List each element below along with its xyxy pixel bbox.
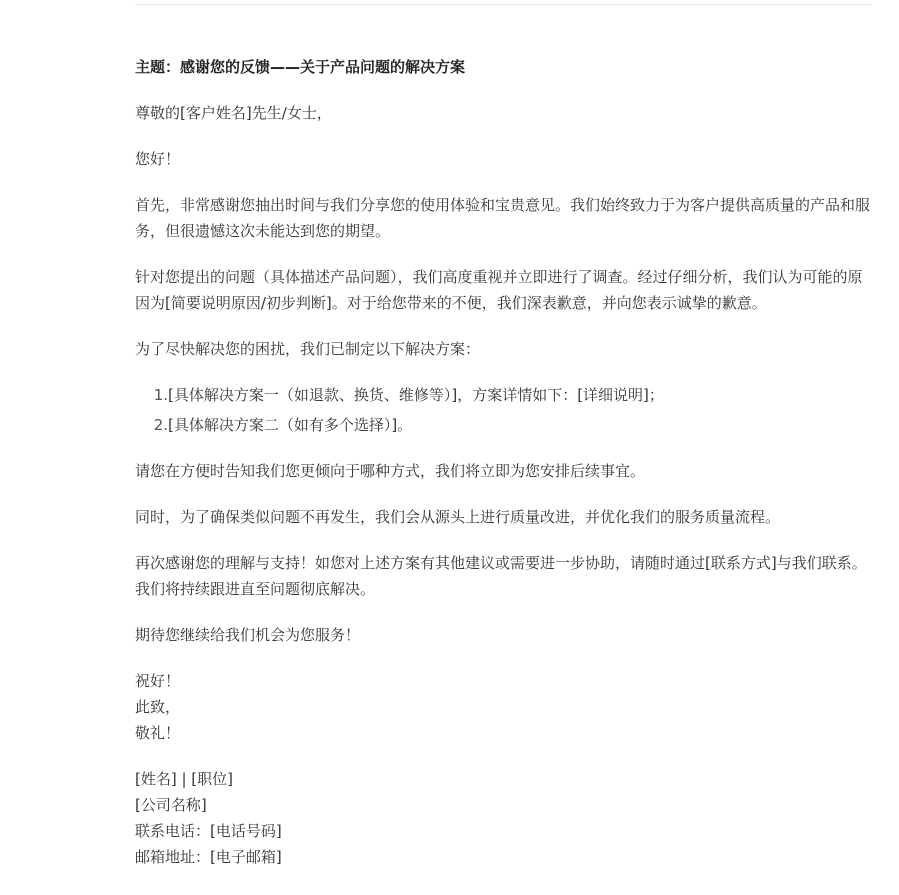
list-item xyxy=(135,412,875,438)
email-paragraph-6: 再次感谢您的理解与支持！如您对上述方案有其他建议或需要进一步协助，请随时通过[联系方式]与我们联系。我们将持续跟进直至问题彻底解决。 xyxy=(135,554,867,598)
email-paragraph-1: 首先，非常感谢您抽出时间与我们分享您的使用体验和宝贵意见。我们始终致力于为客户提供高质量的产品和服务，但很遗憾这次未能达到您的期望。 xyxy=(135,196,871,240)
list-item-number: 2. xyxy=(153,416,168,434)
email-closing xyxy=(135,668,875,746)
signature-name-title: [姓名] | [职位] xyxy=(135,770,233,788)
email-salutation: 尊敬的[客户姓名]先生/女士， xyxy=(135,104,332,122)
signature-company: [公司名称] xyxy=(135,796,207,814)
signature-phone: 联系电话：[电话号码] xyxy=(135,822,282,840)
list-item-number: 1. xyxy=(153,386,168,404)
signature-email: 邮箱地址：[电子邮箱] xyxy=(135,848,282,866)
closing-line: 此致， xyxy=(135,698,181,716)
closing-line: 敬礼！ xyxy=(135,724,181,742)
email-paragraph-5: 同时，为了确保类似问题不再发生，我们会从源头上进行质量改进，并优化我们的服务质量流程。 xyxy=(135,508,781,526)
email-greeting: 您好！ xyxy=(135,150,181,168)
list-item-text: [具体解决方案一（如退款、换货、维修等）]，方案详情如下：[详细说明]； xyxy=(168,386,664,404)
email-paragraph-4: 请您在方便时告知我们您更倾向于哪种方式，我们将立即为您安排后续事宜。 xyxy=(135,462,646,480)
email-signature xyxy=(135,766,875,870)
list-item-text: [具体解决方案二（如有多个选择）]。 xyxy=(168,416,413,434)
top-divider xyxy=(135,4,872,5)
email-paragraph-2: 针对您提出的问题（具体描述产品问题），我们高度重视并立即进行了调查。经过仔细分析，我们认为可能的原因为[简要说明原因/初步判断]。对于给您带来的不便，我们深表歉意，并向您表示诚挚的歉意。 xyxy=(135,268,863,312)
list-item xyxy=(135,382,875,408)
closing-line: 祝好！ xyxy=(135,672,181,690)
solutions-list xyxy=(135,382,875,438)
email-subject: 主题：感谢您的反馈——关于产品问题的解决方案 xyxy=(135,58,466,76)
email-paragraph-3: 为了尽快解决您的困扰，我们已制定以下解决方案： xyxy=(135,340,481,358)
email-document xyxy=(135,54,875,890)
email-paragraph-7: 期待您继续给我们机会为您服务！ xyxy=(135,626,361,644)
